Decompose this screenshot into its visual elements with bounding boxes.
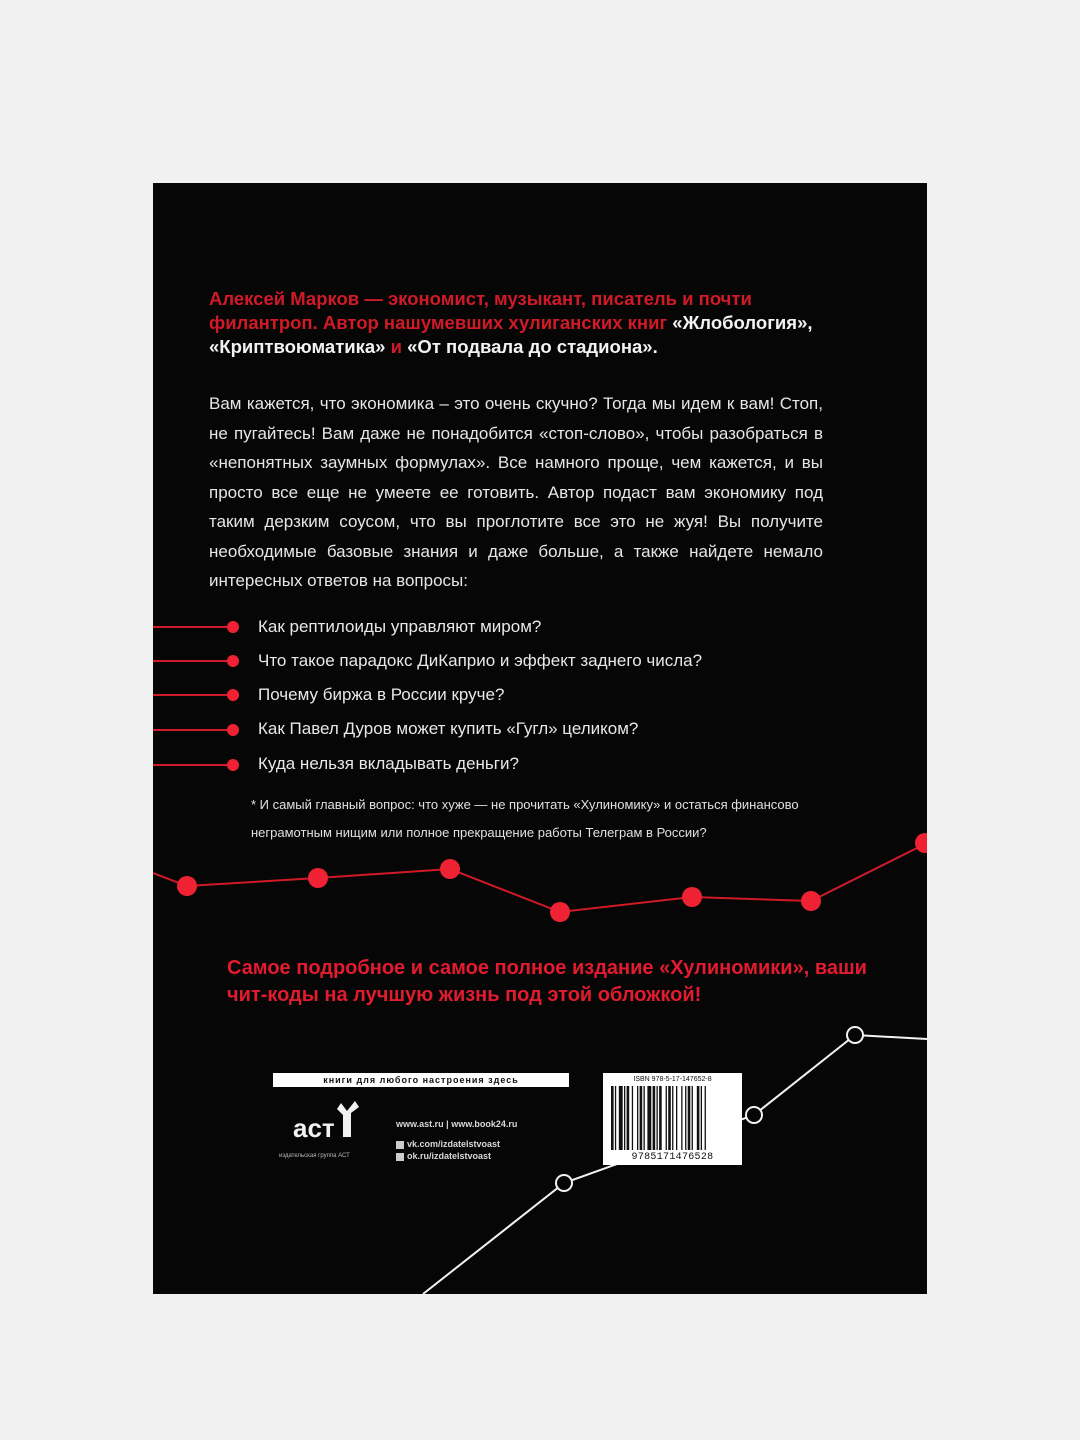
red-graph-line-icon bbox=[153, 823, 927, 933]
author-bio-text: — экономист, музыкант, писатель и почти филантроп. Автор нашумевших хулиганских книг bbox=[209, 288, 752, 333]
vk-icon bbox=[396, 1141, 404, 1149]
vk-link-text: vk.com/izdatelstvoast bbox=[407, 1139, 501, 1149]
question-bullet-line bbox=[153, 764, 232, 766]
question-bullet-dot bbox=[227, 689, 239, 701]
book-description: Вам кажется, что экономика – это очень скучно? Тогда мы идем к вам! Стоп, не пугайтесь! Вам даже не понадобится «стоп-слово», чтобы разобраться в «непонятных заумных формулах». Все намного проще, чем кажется, и вы просто все еще не умеете ее готовить. Автор подаст вам экономику под таким дерзким соусом, что вы проглотите все это не жуя! Вы получите необходимые базовые знания и даже больше, а также найдете немало интересных ответов на вопросы: bbox=[209, 394, 823, 590]
author-bio bbox=[209, 287, 849, 359]
question-bullet-dot bbox=[227, 621, 239, 633]
question-item: Как Павел Дуров может купить «Гугл» целиком? bbox=[258, 719, 639, 738]
ast-logo-icon bbox=[293, 1095, 367, 1149]
question-bullet-line bbox=[153, 626, 232, 628]
barcode-bars-icon bbox=[611, 1086, 734, 1150]
barcode bbox=[603, 1073, 742, 1165]
ok-link-text: ok.ru/izdatelstvoast bbox=[407, 1151, 492, 1161]
question-item: Что такое парадокс ДиКаприо и эффект заднего числа? bbox=[258, 651, 703, 670]
tagline: Самое подробное и самое полное издание «Хулиномики», ваши чит-коды на лучшую жизнь под этой обложкой! bbox=[227, 957, 867, 1006]
author-name: Алексей Марков bbox=[209, 288, 360, 309]
question-bullet-dot bbox=[227, 759, 239, 771]
question-bullet-dot bbox=[227, 655, 239, 667]
question-bullet-line bbox=[153, 729, 232, 731]
vk-link[interactable] bbox=[396, 1139, 500, 1149]
ast-logo-text: аст bbox=[293, 1113, 335, 1143]
question-item: Как рептилоиды управляют миром? bbox=[258, 617, 542, 636]
ok-icon bbox=[396, 1153, 404, 1161]
question-bullet-line bbox=[153, 660, 232, 662]
ok-link[interactable] bbox=[396, 1151, 491, 1161]
white-graph-line-icon bbox=[153, 1013, 927, 1294]
publisher-group-label: издательская группа АСТ bbox=[279, 1153, 350, 1159]
author-books-1: «Жлобология», «Криптвоюматика» bbox=[209, 312, 813, 357]
publisher-slogan-strip: книги для любого настроения здесь bbox=[273, 1073, 569, 1087]
author-books-2: «От подвала до стадиона». bbox=[407, 336, 658, 357]
isbn-label: ISBN 978-5-17-147652-8 bbox=[633, 1076, 712, 1083]
author-conj: и bbox=[385, 336, 408, 357]
publisher-websites[interactable]: www.ast.ru | www.book24.ru bbox=[396, 1119, 518, 1129]
question-bullet-line bbox=[153, 694, 232, 696]
book-back-cover bbox=[153, 183, 927, 1294]
question-item: Почему биржа в России круче? bbox=[258, 685, 505, 704]
question-item: Куда нельзя вкладывать деньги? bbox=[258, 754, 519, 773]
question-bullet-dot bbox=[227, 724, 239, 736]
isbn-number: 9785171476528 bbox=[631, 1152, 714, 1163]
footnote: * И самый главный вопрос: что хуже — не прочитать «Хулиномику» и остаться финансово неграмотным нищим или полное прекращение работы Телеграм в России? bbox=[251, 797, 799, 840]
